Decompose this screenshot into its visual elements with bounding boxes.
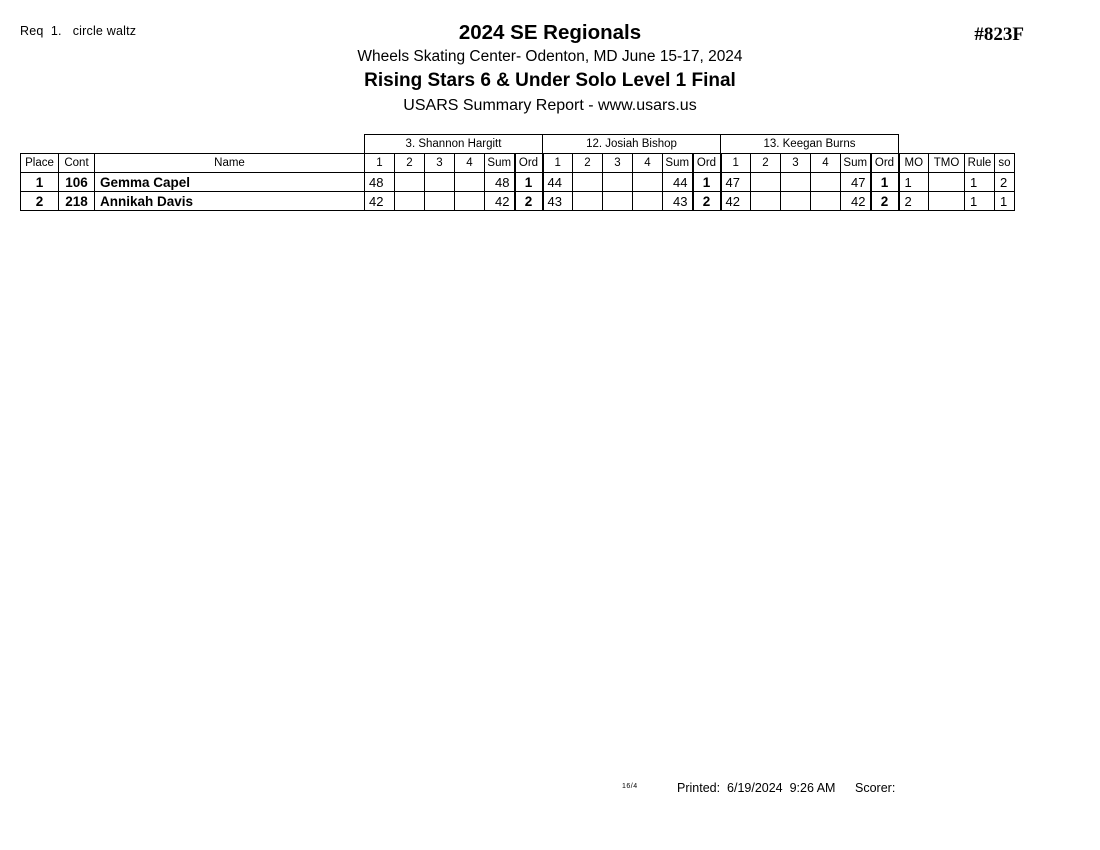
header-j3-s4: 4 bbox=[811, 154, 841, 173]
row-j1-s1: 42 bbox=[365, 192, 395, 211]
row-j2-ord: 2 bbox=[693, 192, 721, 211]
header-place: Place bbox=[21, 154, 59, 173]
row-j2-s3 bbox=[603, 192, 633, 211]
header-j2-sum: Sum bbox=[663, 154, 693, 173]
row-so: 2 bbox=[995, 173, 1015, 192]
row-cont: 218 bbox=[59, 192, 95, 211]
requirement-label: Req 1. circle waltz bbox=[20, 24, 137, 38]
header-j3-ord: Ord bbox=[871, 154, 899, 173]
table-row bbox=[21, 173, 1015, 192]
row-rule: 1 bbox=[965, 192, 995, 211]
row-place: 1 bbox=[21, 173, 59, 192]
report-subtitle: USARS Summary Report - www.usars.us bbox=[403, 97, 697, 114]
judge-3-label: 13. Keegan Burns bbox=[721, 135, 899, 154]
header-j2-ord: Ord bbox=[693, 154, 721, 173]
header-j2-s1: 1 bbox=[543, 154, 573, 173]
header-tmo: TMO bbox=[929, 154, 965, 173]
footer-code: 16/4 bbox=[622, 783, 638, 790]
row-j2-s1: 43 bbox=[543, 192, 573, 211]
header-j1-s2: 2 bbox=[395, 154, 425, 173]
venue-line: Wheels Skating Center- Odenton, MD June 15-17, 2024 bbox=[357, 48, 743, 65]
header-j1-s3: 3 bbox=[425, 154, 455, 173]
results-table bbox=[20, 134, 1015, 211]
row-name: Annikah Davis bbox=[95, 192, 365, 211]
row-j2-sum: 44 bbox=[663, 173, 693, 192]
row-j3-s2 bbox=[751, 173, 781, 192]
table-header-row bbox=[21, 154, 1015, 173]
row-j3-s1: 47 bbox=[721, 173, 751, 192]
row-tmo bbox=[929, 173, 965, 192]
judge-1-label: 3. Shannon Hargitt bbox=[365, 135, 543, 154]
row-j3-ord: 1 bbox=[871, 173, 899, 192]
row-j1-sum: 48 bbox=[485, 173, 515, 192]
row-cont: 106 bbox=[59, 173, 95, 192]
results-sheet bbox=[20, 134, 1034, 211]
header-j3-s2: 2 bbox=[751, 154, 781, 173]
row-j1-ord: 1 bbox=[515, 173, 543, 192]
header-j3-s3: 3 bbox=[781, 154, 811, 173]
row-j2-sum: 43 bbox=[663, 192, 693, 211]
header-j1-s4: 4 bbox=[455, 154, 485, 173]
row-j1-s4 bbox=[455, 192, 485, 211]
row-j2-s4 bbox=[633, 192, 663, 211]
header-so: so bbox=[995, 154, 1015, 173]
judge-banner-row bbox=[21, 135, 1015, 154]
row-j1-ord: 2 bbox=[515, 192, 543, 211]
event-number: #823F bbox=[974, 24, 1024, 45]
header-cont: Cont bbox=[59, 154, 95, 173]
row-place: 2 bbox=[21, 192, 59, 211]
header-j1-ord: Ord bbox=[515, 154, 543, 173]
row-name: Gemma Capel bbox=[95, 173, 365, 192]
row-j3-s3 bbox=[781, 173, 811, 192]
row-so: 1 bbox=[995, 192, 1015, 211]
division-title: Rising Stars 6 & Under Solo Level 1 Final bbox=[364, 70, 736, 91]
table-row bbox=[21, 192, 1015, 211]
title-block bbox=[0, 20, 1100, 118]
row-rule: 1 bbox=[965, 173, 995, 192]
row-j2-s2 bbox=[573, 173, 603, 192]
row-j1-s1: 48 bbox=[365, 173, 395, 192]
row-j1-s3 bbox=[425, 192, 455, 211]
scorer-label: Scorer: bbox=[855, 781, 896, 795]
header-mo: MO bbox=[899, 154, 929, 173]
row-j1-s2 bbox=[395, 173, 425, 192]
page-title: 2024 SE Regionals bbox=[458, 21, 642, 44]
header-j2-s3: 3 bbox=[603, 154, 633, 173]
header-j2-s2: 2 bbox=[573, 154, 603, 173]
row-mo: 1 bbox=[899, 173, 929, 192]
header-rule: Rule bbox=[965, 154, 995, 173]
row-tmo bbox=[929, 192, 965, 211]
row-j2-s4 bbox=[633, 173, 663, 192]
header-name: Name bbox=[95, 154, 365, 173]
judge-banner-tail-spacer bbox=[899, 135, 1015, 154]
row-j2-s1: 44 bbox=[543, 173, 573, 192]
row-j3-s4 bbox=[811, 192, 841, 211]
row-j2-s3 bbox=[603, 173, 633, 192]
row-j3-s4 bbox=[811, 173, 841, 192]
header-j3-sum: Sum bbox=[841, 154, 871, 173]
printed-timestamp: Printed: 6/19/2024 9:26 AM bbox=[677, 781, 836, 795]
judge-banner-spacer bbox=[21, 135, 365, 154]
row-j1-s4 bbox=[455, 173, 485, 192]
header-j2-s4: 4 bbox=[633, 154, 663, 173]
row-j2-ord: 1 bbox=[693, 173, 721, 192]
row-j1-sum: 42 bbox=[485, 192, 515, 211]
header-j1-sum: Sum bbox=[485, 154, 515, 173]
row-j3-s1: 42 bbox=[721, 192, 751, 211]
header-j1-s1: 1 bbox=[365, 154, 395, 173]
judge-2-label: 12. Josiah Bishop bbox=[543, 135, 721, 154]
row-j3-ord: 2 bbox=[871, 192, 899, 211]
header-j3-s1: 1 bbox=[721, 154, 751, 173]
row-j1-s2 bbox=[395, 192, 425, 211]
row-j3-sum: 47 bbox=[841, 173, 871, 192]
row-j3-s3 bbox=[781, 192, 811, 211]
row-j3-s2 bbox=[751, 192, 781, 211]
row-j2-s2 bbox=[573, 192, 603, 211]
row-mo: 2 bbox=[899, 192, 929, 211]
row-j3-sum: 42 bbox=[841, 192, 871, 211]
row-j1-s3 bbox=[425, 173, 455, 192]
